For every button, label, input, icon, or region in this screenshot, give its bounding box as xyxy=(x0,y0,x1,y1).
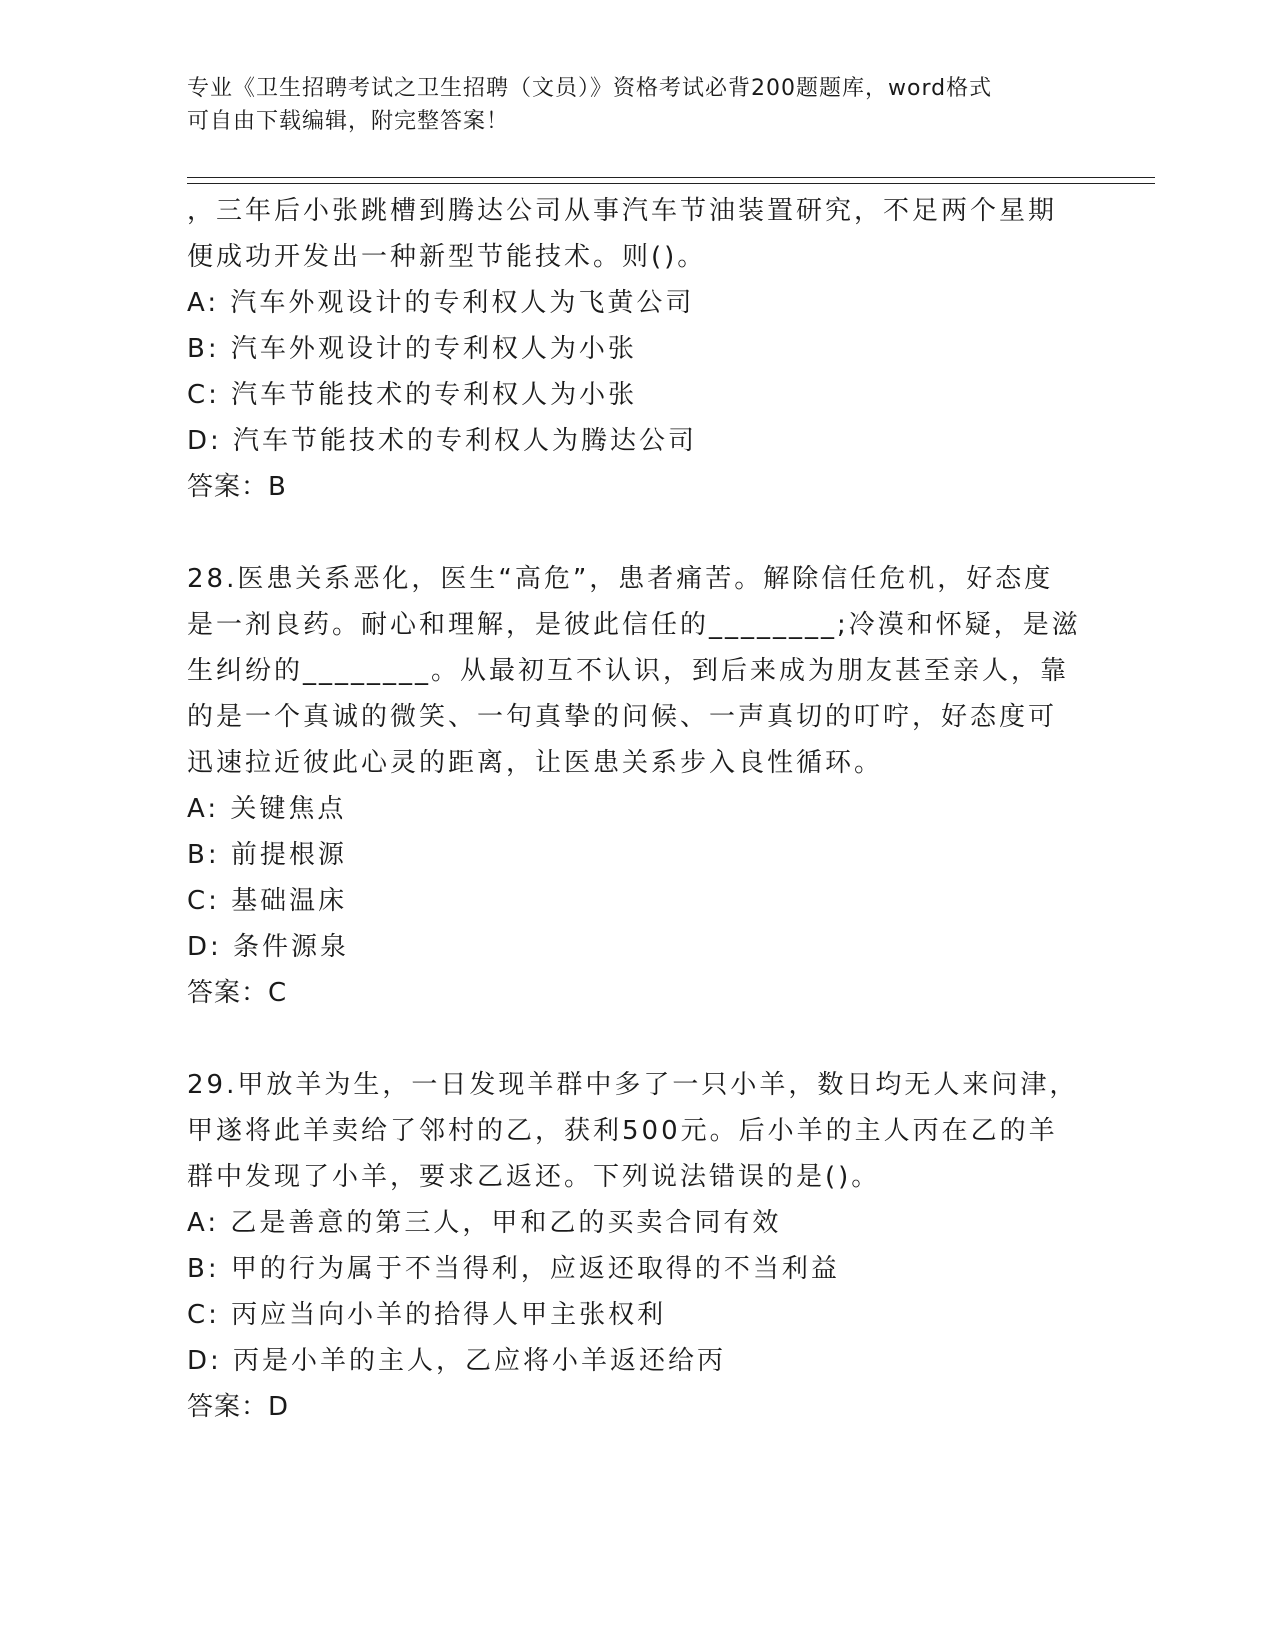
document-body xyxy=(187,188,1087,1430)
answer-label: 答案：C xyxy=(187,978,288,1008)
option-a: A: 乙是善意的第三人，甲和乙的买卖合同有效 xyxy=(187,1208,782,1238)
option-c: C: 丙应当向小羊的拾得人甲主张权利 xyxy=(187,1300,667,1330)
header-title-line-2: 可自由下载编辑，附完整答案！ xyxy=(187,109,510,134)
option-b: B: 甲的行为属于不当得利，应返还取得的不当利益 xyxy=(187,1254,840,1284)
question-stem-line: 28.医患关系恶化，医生“高危”，患者痛苦。解除信任危机，好态度 xyxy=(187,564,1054,594)
option-b: B: 前提根源 xyxy=(187,840,347,870)
question-29 xyxy=(187,1062,1087,1430)
option-d: D: 汽车节能技术的专利权人为腾达公司 xyxy=(187,426,698,456)
question-stem-line: 便成功开发出一种新型节能技术。则()。 xyxy=(187,242,707,272)
option-a: A: 汽车外观设计的专利权人为飞黄公司 xyxy=(187,288,695,318)
question-27 xyxy=(187,188,1087,510)
header-rule-top xyxy=(187,177,1155,178)
question-stem-line: 是一剂良药。耐心和理解，是彼此信任的________;冷漠和怀疑，是滋 xyxy=(187,610,1081,640)
option-c: C: 基础温床 xyxy=(187,886,348,916)
question-28 xyxy=(187,556,1087,1016)
question-stem-line: ，三年后小张跳槽到腾达公司从事汽车节油装置研究，不足两个星期 xyxy=(187,196,1058,226)
spacer xyxy=(187,510,1087,556)
question-stem-line: 29.甲放羊为生，一日发现羊群中多了一只小羊，数日均无人来问津， xyxy=(187,1070,1079,1100)
option-c: C: 汽车节能技术的专利权人为小张 xyxy=(187,380,638,410)
option-a: A: 关键焦点 xyxy=(187,794,347,824)
header-title-line-1: 专业《卫生招聘考试之卫生招聘（文员）》资格考试必背200题题库，word格式 xyxy=(187,76,993,101)
answer-label: 答案：B xyxy=(187,472,287,502)
spacer xyxy=(187,1016,1087,1062)
question-stem-line: 生纠纷的________。从最初互不认识，到后来成为朋友甚至亲人，靠 xyxy=(187,656,1070,686)
question-stem-line: 迅速拉近彼此心灵的距离，让医患关系步入良性循环。 xyxy=(187,748,884,778)
document-header xyxy=(187,72,1067,138)
question-stem-line: 甲遂将此羊卖给了邻村的乙，获利500元。后小羊的主人丙在乙的羊 xyxy=(187,1116,1058,1146)
header-rule-bottom xyxy=(187,183,1155,184)
option-b: B: 汽车外观设计的专利权人为小张 xyxy=(187,334,637,364)
option-d: D: 条件源泉 xyxy=(187,932,350,962)
answer-label: 答案：D xyxy=(187,1392,290,1422)
question-stem-line: 的是一个真诚的微笑、一句真挚的问候、一声真切的叮咛，好态度可 xyxy=(187,702,1058,732)
question-stem-line: 群中发现了小羊，要求乙返还。下列说法错误的是()。 xyxy=(187,1162,881,1192)
option-d: D: 丙是小羊的主人，乙应将小羊返还给丙 xyxy=(187,1346,727,1376)
